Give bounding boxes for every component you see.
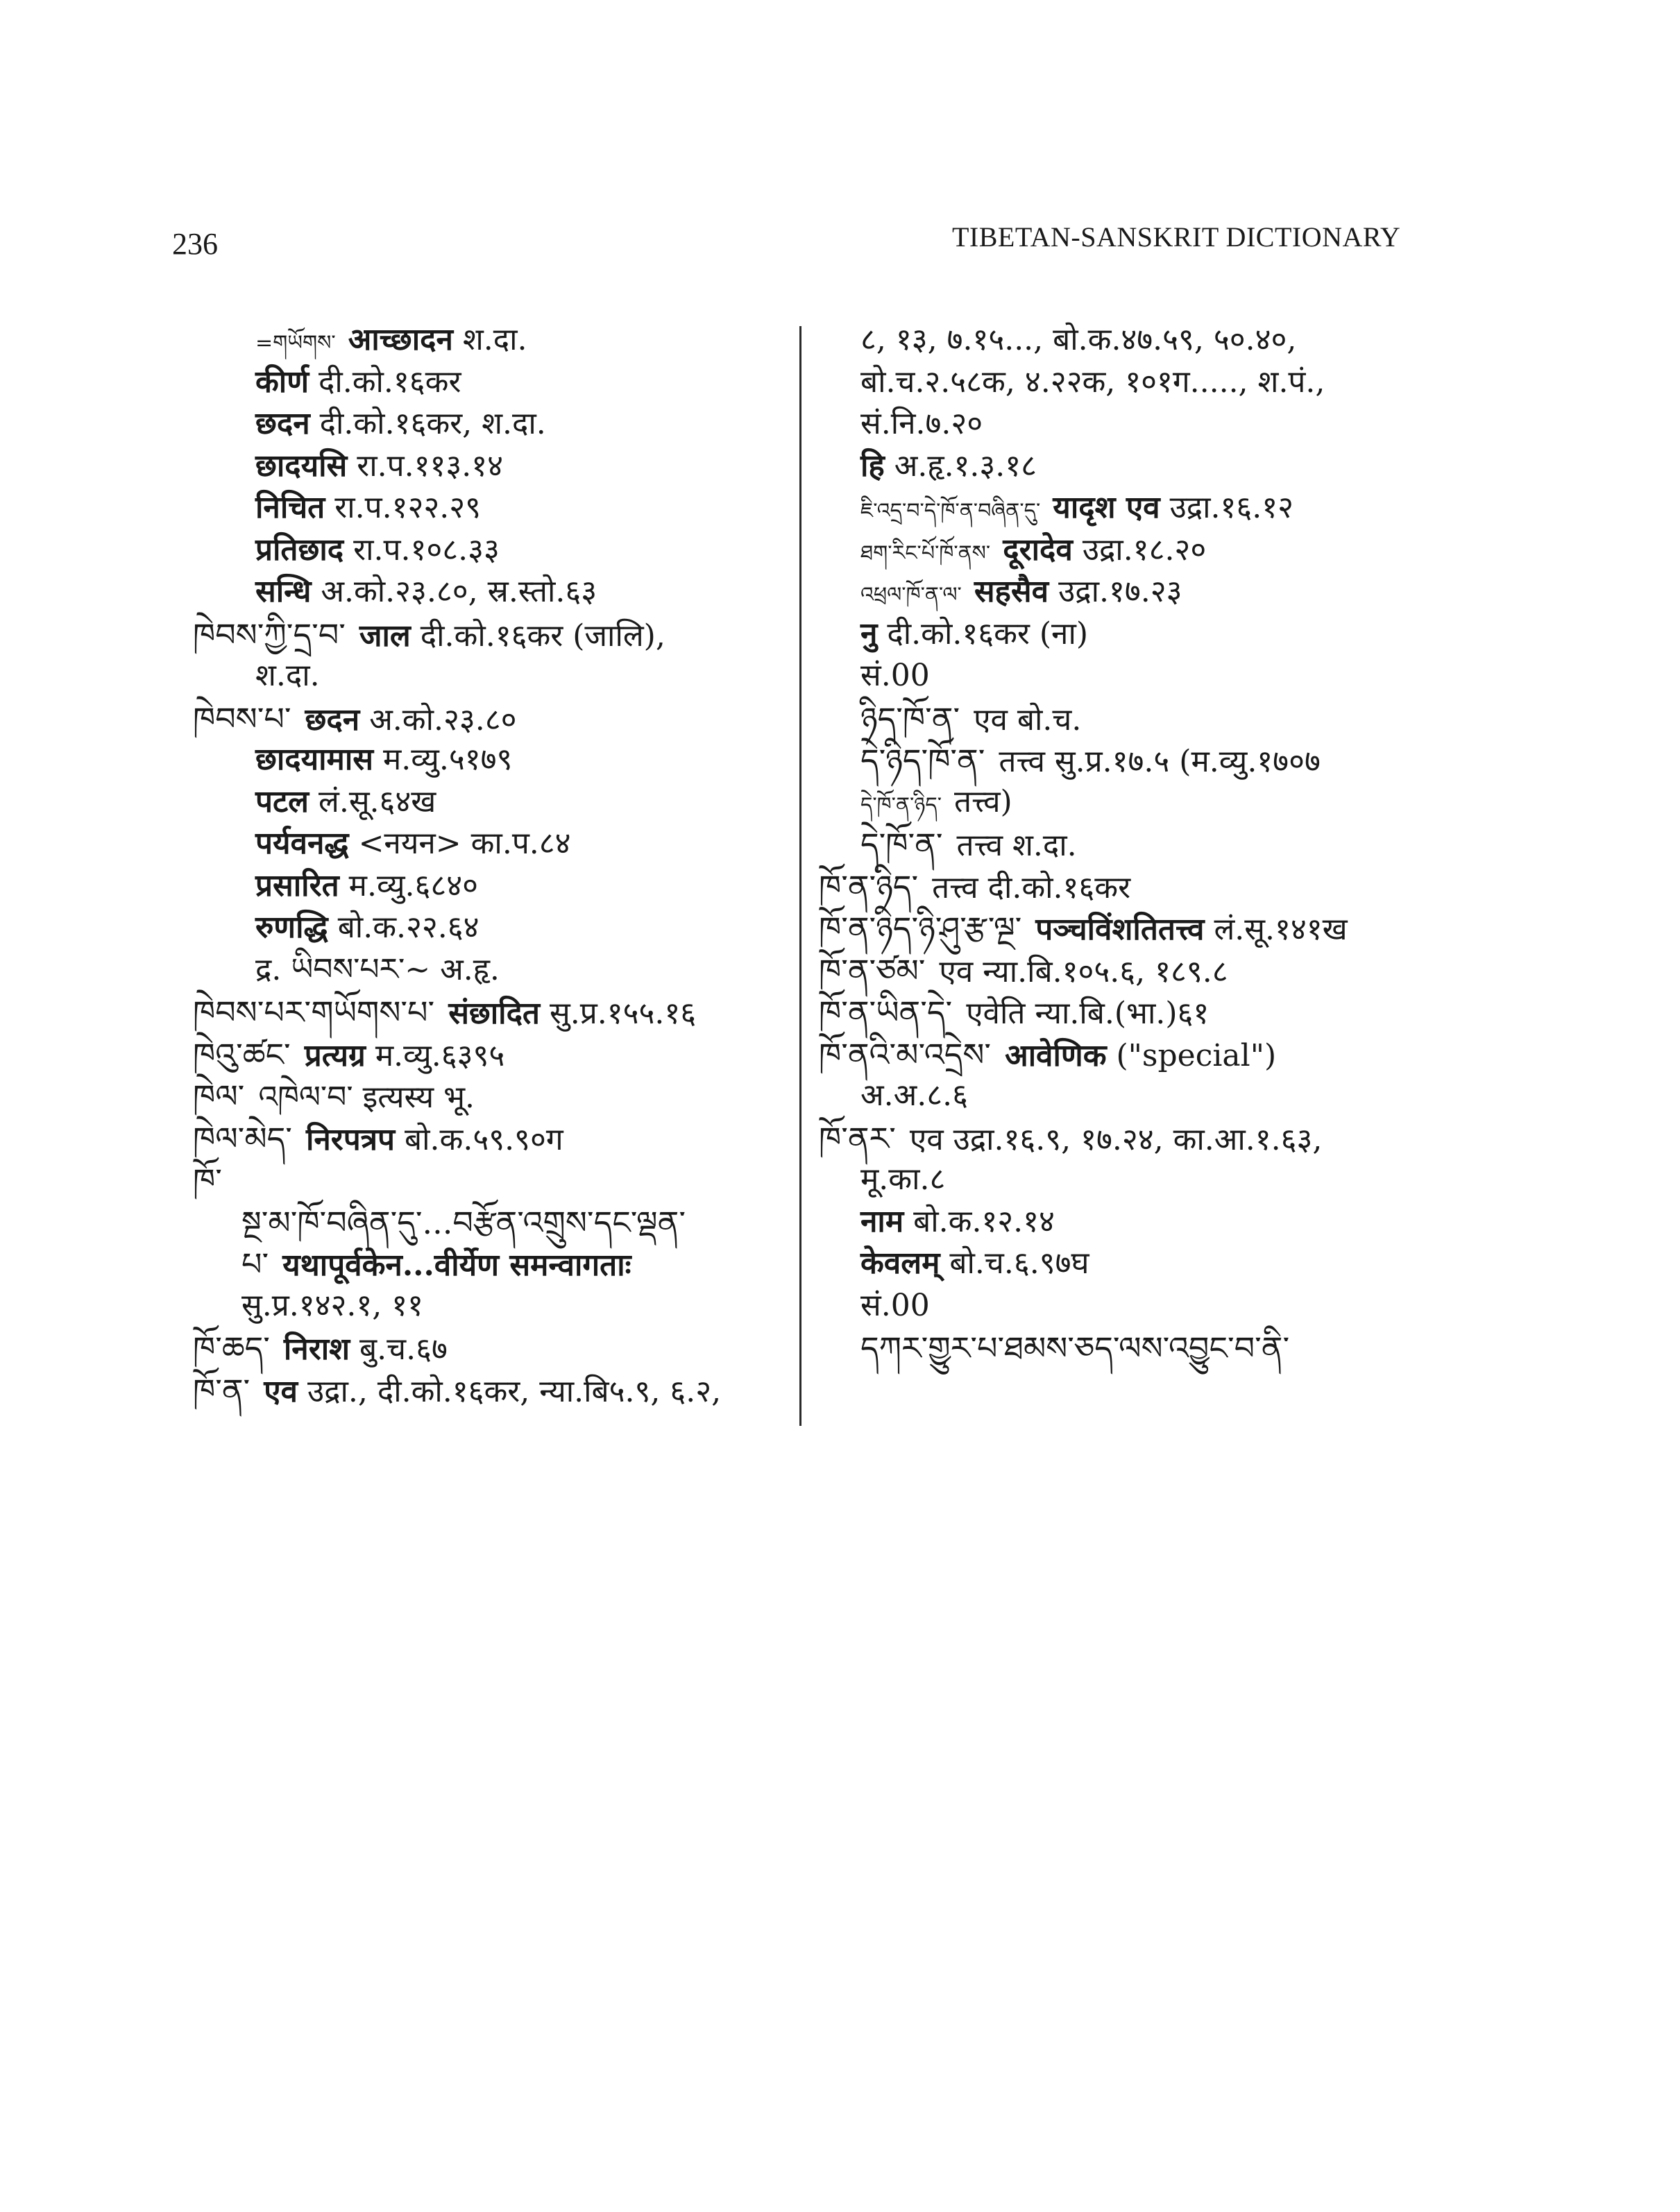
source-reference: तत्त्व) bbox=[954, 783, 1012, 819]
dictionary-line bbox=[860, 615, 1089, 652]
sanskrit-term: दूरादेव bbox=[1003, 531, 1073, 568]
dictionary-line bbox=[819, 1035, 1277, 1073]
dictionary-line bbox=[241, 1287, 423, 1323]
dictionary-line bbox=[255, 951, 500, 987]
dictionary-line bbox=[860, 1245, 1089, 1281]
sanskrit-term: केवलम् bbox=[860, 1245, 940, 1281]
dictionary-line bbox=[255, 531, 500, 568]
tibetan-headword: པ་ bbox=[241, 1245, 269, 1283]
tibetan-headword: དེ་ཁོ་ན་ཉིད་ bbox=[860, 792, 942, 817]
dictionary-line bbox=[860, 490, 1293, 525]
source-reference: एव बो.च. bbox=[974, 701, 1082, 738]
sanskrit-term: छादयामास bbox=[255, 742, 373, 777]
dictionary-line bbox=[860, 828, 1077, 861]
source-reference: एवेति न्या.बि.(भा.)६१ bbox=[966, 996, 1210, 1031]
tibetan-headword: ཁོ་ན་ཙམ་ bbox=[819, 951, 926, 989]
dictionary-line bbox=[255, 828, 571, 859]
sanskrit-term: कीर्ण bbox=[255, 364, 309, 400]
dictionary-line bbox=[819, 996, 1209, 1029]
tibetan-headword: ཁེལ་ bbox=[193, 1078, 245, 1115]
source-reference: अ.अ.८.६ bbox=[860, 1078, 968, 1113]
dictionary-line bbox=[193, 1119, 563, 1157]
dictionary-line bbox=[860, 658, 930, 693]
source-reference: द्र. ཡིབས་པར་~ अ.हृ. bbox=[255, 951, 500, 987]
source-reference: लं.सू.६४ख bbox=[319, 783, 436, 819]
sanskrit-term: पटल bbox=[255, 783, 309, 819]
dictionary-line bbox=[819, 1119, 1323, 1157]
dictionary-line bbox=[241, 1203, 699, 1241]
dictionary-line bbox=[860, 1203, 1055, 1239]
source-reference: सं.00 bbox=[860, 1287, 930, 1323]
source-reference: दी.को.१६कर bbox=[319, 364, 461, 400]
source-reference: दी.को.१६कर (ना) bbox=[887, 615, 1089, 652]
source-reference: बो.क.१२.१४ bbox=[913, 1203, 1055, 1239]
running-title: TIBETAN-SANSKRIT DICTIONARY bbox=[952, 221, 1401, 253]
source-reference: दी.को.१६कर, श.दा. bbox=[319, 406, 546, 441]
source-reference: म.व्यु.६८४० bbox=[348, 867, 479, 903]
tibetan-headword: དཀར་གྱུར་པ་ཐམས་ཅད་ལས་འབྱུང་བ་ནི་ bbox=[860, 1329, 1290, 1367]
tibetan-headword: ཁོ་ན་ bbox=[193, 1371, 251, 1409]
source-reference: बो.च.६.९७घ bbox=[949, 1245, 1089, 1281]
column-divider bbox=[799, 326, 801, 1426]
sanskrit-term: सहसैव bbox=[974, 574, 1049, 609]
dictionary-line bbox=[255, 574, 597, 609]
sanskrit-term: प्रत्यग्र bbox=[304, 1037, 366, 1073]
tibetan-headword: ཁོ་ན་ཡིན་དེ་ bbox=[819, 994, 953, 1031]
dictionary-line bbox=[819, 867, 1131, 905]
tibetan-headword: ཁོ་ཆད་ bbox=[193, 1329, 270, 1367]
tibetan-headword: འཕྲལ་ཁོ་ན་ལ་ bbox=[860, 583, 962, 607]
dictionary-line bbox=[255, 658, 320, 693]
source-reference: रा.प.१०८.३३ bbox=[353, 531, 500, 568]
dictionary-line bbox=[255, 364, 461, 400]
sanskrit-term: नाम bbox=[860, 1203, 904, 1239]
tibetan-headword: ཐག་རིང་པོ་ཁོ་ནས་ bbox=[860, 541, 991, 565]
source-reference: उद्रा.१८.२० bbox=[1082, 531, 1207, 568]
sanskrit-term: निराश bbox=[283, 1332, 350, 1367]
dictionary-line bbox=[255, 783, 436, 819]
sanskrit-term: यादृश एव bbox=[1053, 490, 1160, 525]
source-reference: सं.नि.७.२० bbox=[860, 406, 983, 441]
source-reference: उद्रा.१७.२३ bbox=[1058, 574, 1182, 609]
source-reference: ८, १३, ७.१५..., बो.क.४७.५९, ५०.४०, bbox=[860, 322, 1297, 357]
sanskrit-term: पञ्चविंशतितत्त्व bbox=[1035, 912, 1205, 947]
source-reference: सु.प्र.१५५.१६ bbox=[550, 996, 697, 1031]
source-reference: लं.सू.१४१ख bbox=[1214, 912, 1348, 947]
dictionary-line bbox=[255, 867, 479, 903]
source-reference: रा.प.११३.१४ bbox=[357, 448, 504, 484]
tibetan-headword: ཁེའུ་ཚང་ bbox=[193, 1035, 291, 1073]
sanskrit-term: संछादित bbox=[448, 996, 541, 1031]
source-reference: रा.प.१२२.२९ bbox=[334, 490, 481, 525]
dictionary-line bbox=[193, 1080, 475, 1113]
sanskrit-term: रुणद्धि bbox=[255, 910, 328, 945]
tibetan-headword: ཁོ་ནར་ bbox=[819, 1119, 896, 1157]
dictionary-line bbox=[255, 448, 504, 484]
source-reference: बो.क.२२.६४ bbox=[337, 910, 480, 945]
dictionary-line bbox=[860, 574, 1182, 609]
sanskrit-term: निचित bbox=[255, 490, 325, 525]
source-reference: <नयन> का.प.८४ bbox=[358, 826, 571, 861]
tibetan-headword: ཁོ་ན་ཉིད་ bbox=[819, 867, 919, 905]
dictionary-line bbox=[860, 406, 983, 441]
dictionary-line bbox=[860, 1164, 945, 1195]
source-reference: तत्त्व श.दा. bbox=[956, 828, 1077, 863]
tibetan-headword: ཁེབས་པར་གཡོགས་པ་ bbox=[193, 994, 435, 1031]
dictionary-line bbox=[255, 490, 481, 525]
source-reference: तत्त्व दी.को.१६कर bbox=[932, 869, 1131, 905]
source-reference: बो.क.५९.९०ग bbox=[405, 1121, 563, 1157]
source-reference: म.व्यु.५१७९ bbox=[382, 742, 513, 777]
source-reference: अ.हृ.१.३.१८ bbox=[894, 448, 1037, 484]
sanskrit-term: छादयसि bbox=[255, 448, 348, 484]
sanskrit-term: जाल bbox=[359, 618, 411, 654]
sanskrit-term: आच्छादन bbox=[348, 322, 453, 357]
dictionary-line bbox=[860, 1287, 930, 1323]
tibetan-headword: ཉིད་ཁོ་ན་ bbox=[860, 699, 960, 738]
source-reference: बु.च.६७ bbox=[359, 1332, 448, 1367]
sanskrit-term: एव bbox=[264, 1373, 298, 1409]
sanskrit-term: प्रतिछाद bbox=[255, 531, 344, 568]
source-reference: एव न्या.बि.१०५.६, १८९.८ bbox=[939, 953, 1228, 989]
dictionary-line bbox=[819, 951, 1228, 989]
source-reference: अ.को.२३.८०, स्र.स्तो.६३ bbox=[321, 574, 597, 609]
tibetan-headword: =གཡོགས་ bbox=[255, 331, 336, 355]
dictionary-line bbox=[819, 912, 1348, 945]
source-reference: सं.00 bbox=[860, 658, 930, 693]
sanskrit-term: हि bbox=[860, 448, 885, 484]
dictionary-line bbox=[255, 912, 479, 943]
source-reference: म.व्यु.६३९५ bbox=[375, 1037, 505, 1073]
dictionary-line bbox=[193, 996, 696, 1029]
sanskrit-term: नु bbox=[860, 615, 878, 652]
dictionary-line bbox=[193, 615, 665, 654]
page-number: 236 bbox=[172, 227, 218, 261]
dictionary-line bbox=[860, 531, 1207, 568]
source-reference: འཁེལ་བ་ इत्यस्य भू. bbox=[258, 1080, 475, 1115]
source-reference: दी.को.१६कर (जालि), bbox=[420, 618, 665, 654]
sanskrit-term: निरपत्रप bbox=[305, 1121, 396, 1157]
dictionary-line bbox=[193, 1164, 236, 1197]
dictionary-line bbox=[860, 322, 1297, 357]
tibetan-headword: སྔ་མ་ཁོ་བཞིན་དུ་...བརྩོན་འགྲུས་དང་ལྡན་ bbox=[241, 1203, 686, 1241]
source-reference: श.दा. bbox=[255, 658, 320, 693]
source-reference: तत्त्व सु.प्र.१७.५ (म.व्यु.१७०७ bbox=[999, 744, 1321, 779]
dictionary-line bbox=[193, 1035, 505, 1073]
dictionary-line bbox=[193, 1329, 448, 1367]
tibetan-headword: ཁེལ་མེད་ bbox=[193, 1119, 292, 1157]
dictionary-line bbox=[860, 783, 1012, 819]
tibetan-headword: ཁེབས་ཀྱི་དྲ་བ་ bbox=[193, 615, 346, 654]
tibetan-headword: དེ་ཁོ་ན་ bbox=[860, 826, 943, 863]
sanskrit-term: आवेणिक bbox=[1005, 1037, 1107, 1073]
source-reference: बो.च.२.५८क, ४.२२क, १०१ग....., श.पं., bbox=[860, 364, 1325, 400]
tibetan-headword: དེ་ཉིད་ཁོ་ན་ bbox=[860, 742, 985, 779]
sanskrit-term: यथापूर्वकेन...वीर्येण समन्वागताः bbox=[282, 1248, 631, 1283]
source-reference: अ.को.२३.८० bbox=[369, 701, 517, 738]
source-reference: मू.का.८ bbox=[860, 1162, 946, 1197]
dictionary-line bbox=[241, 1245, 631, 1283]
tibetan-headword: ཁེབས་པ་ bbox=[193, 699, 291, 738]
sanskrit-term: छदन bbox=[305, 701, 360, 738]
source-reference: एव उद्रा.१६.९, १७.२४, का.आ.१.६३, bbox=[909, 1121, 1323, 1157]
sanskrit-term: सन्धि bbox=[255, 574, 312, 609]
tibetan-headword: ཁོ་ནའི་མ་འདྲེས་ bbox=[819, 1035, 992, 1073]
dictionary-line bbox=[255, 322, 527, 357]
dictionary-line bbox=[255, 742, 513, 777]
dictionary-line bbox=[860, 742, 1321, 779]
sanskrit-term: छदन bbox=[255, 406, 310, 441]
source-reference: उद्रा., दी.को.१६कर, न्या.बि५.९, ६.२, bbox=[307, 1373, 722, 1409]
dictionary-line bbox=[860, 364, 1325, 400]
source-reference: उद्रा.१६.१२ bbox=[1169, 490, 1293, 525]
dictionary-line bbox=[255, 406, 546, 441]
dictionary-line bbox=[860, 699, 1082, 738]
sanskrit-term: प्रसारित bbox=[255, 867, 339, 903]
tibetan-headword: ཁོ་ bbox=[193, 1162, 222, 1199]
source-reference: ("special") bbox=[1116, 1037, 1277, 1073]
tibetan-headword: ཇི་འདྲ་བ་དེ་ཁོ་ན་བཞིན་དུ་ bbox=[860, 499, 1041, 523]
tibetan-headword: ཁོ་ན་ཉིད་ཉི་ཤུ་རྩ་ལྔ་ bbox=[819, 910, 1022, 947]
source-reference: श.दा. bbox=[462, 322, 527, 357]
dictionary-line bbox=[193, 699, 517, 738]
dictionary-line bbox=[860, 1080, 968, 1111]
dictionary-line bbox=[860, 1329, 1303, 1367]
sanskrit-term: पर्यवनद्ध bbox=[255, 826, 349, 861]
source-reference: सु.प्र.१४२.१, ११ bbox=[241, 1287, 423, 1323]
dictionary-line bbox=[860, 448, 1037, 484]
dictionary-line bbox=[193, 1371, 722, 1409]
